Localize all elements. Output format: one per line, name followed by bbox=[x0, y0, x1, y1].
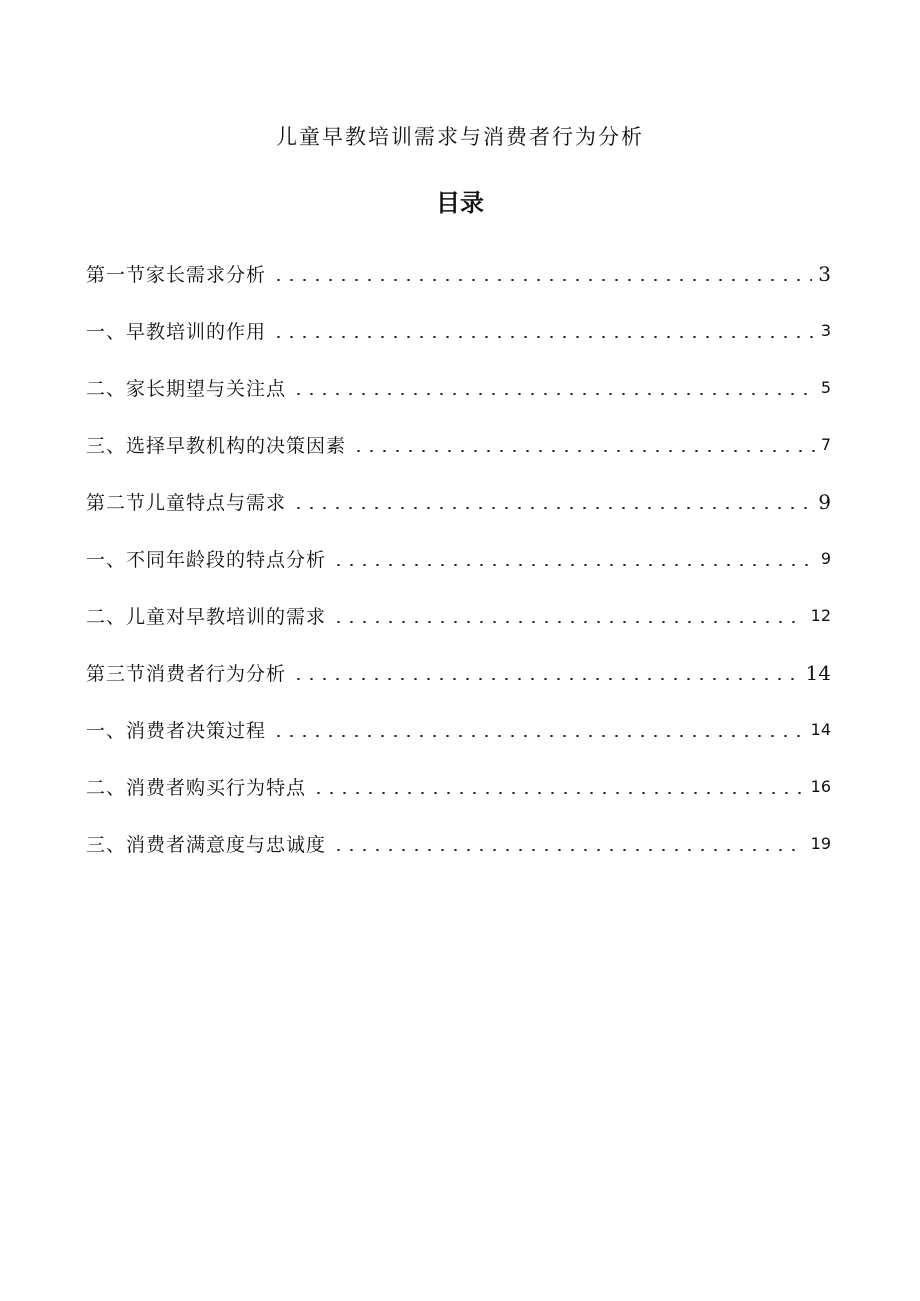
toc-page-number: 19 bbox=[810, 834, 831, 853]
toc-entry[interactable] bbox=[86, 644, 831, 701]
toc-entry-label: 三、选择早教机构的决策因素 bbox=[86, 435, 347, 457]
document-title: 儿童早教培训需求与消费者行为分析 bbox=[276, 125, 644, 149]
toc-entry-label: 一、早教培训的作用 bbox=[86, 321, 267, 343]
toc-entry-label: 一、不同年龄段的特点分析 bbox=[86, 549, 327, 571]
toc-heading: 目录 bbox=[436, 189, 484, 217]
toc-entry-label: 第三节消费者行为分析 bbox=[86, 663, 287, 685]
toc-page-number: 14 bbox=[805, 660, 831, 685]
toc-dot-leader bbox=[272, 735, 805, 737]
toc-page-number: 14 bbox=[810, 720, 831, 739]
table-of-contents bbox=[86, 245, 831, 872]
toc-dot-leader bbox=[332, 564, 815, 566]
toc-entry-label: 第一节家长需求分析 bbox=[86, 264, 267, 286]
toc-dot-leader bbox=[352, 450, 815, 452]
toc-entry[interactable] bbox=[86, 416, 831, 473]
toc-dot-leader bbox=[292, 678, 800, 680]
toc-dot-leader bbox=[332, 849, 805, 851]
toc-entry[interactable] bbox=[86, 587, 831, 644]
toc-entry[interactable] bbox=[86, 359, 831, 416]
toc-entry[interactable] bbox=[86, 530, 831, 587]
toc-entry[interactable] bbox=[86, 245, 831, 302]
toc-page-number: 12 bbox=[810, 606, 831, 625]
toc-entry-label: 二、消费者购买行为特点 bbox=[86, 777, 307, 799]
toc-page-number: 3 bbox=[818, 261, 831, 286]
toc-dot-leader bbox=[332, 621, 805, 623]
toc-page-number: 5 bbox=[820, 378, 831, 397]
toc-entry-label: 一、消费者决策过程 bbox=[86, 720, 267, 742]
toc-entry[interactable] bbox=[86, 758, 831, 815]
toc-dot-leader bbox=[272, 279, 812, 281]
toc-page-number: 16 bbox=[810, 777, 831, 796]
toc-entry[interactable] bbox=[86, 302, 831, 359]
toc-dot-leader bbox=[312, 792, 805, 794]
toc-entry[interactable] bbox=[86, 473, 831, 530]
toc-entry-label: 二、儿童对早教培训的需求 bbox=[86, 606, 327, 628]
toc-page-number: 9 bbox=[820, 549, 831, 568]
toc-page-number: 3 bbox=[820, 321, 831, 340]
toc-entry-label: 二、家长期望与关注点 bbox=[86, 378, 287, 400]
toc-page-number: 7 bbox=[820, 435, 831, 454]
toc-entry[interactable] bbox=[86, 815, 831, 872]
toc-entry-label: 三、消费者满意度与忠诚度 bbox=[86, 834, 327, 856]
toc-dot-leader bbox=[292, 507, 812, 509]
toc-entry[interactable] bbox=[86, 701, 831, 758]
toc-page-number: 9 bbox=[818, 489, 831, 514]
toc-dot-leader bbox=[272, 336, 815, 338]
toc-entry-label: 第二节儿童特点与需求 bbox=[86, 492, 287, 514]
toc-dot-leader bbox=[292, 393, 815, 395]
